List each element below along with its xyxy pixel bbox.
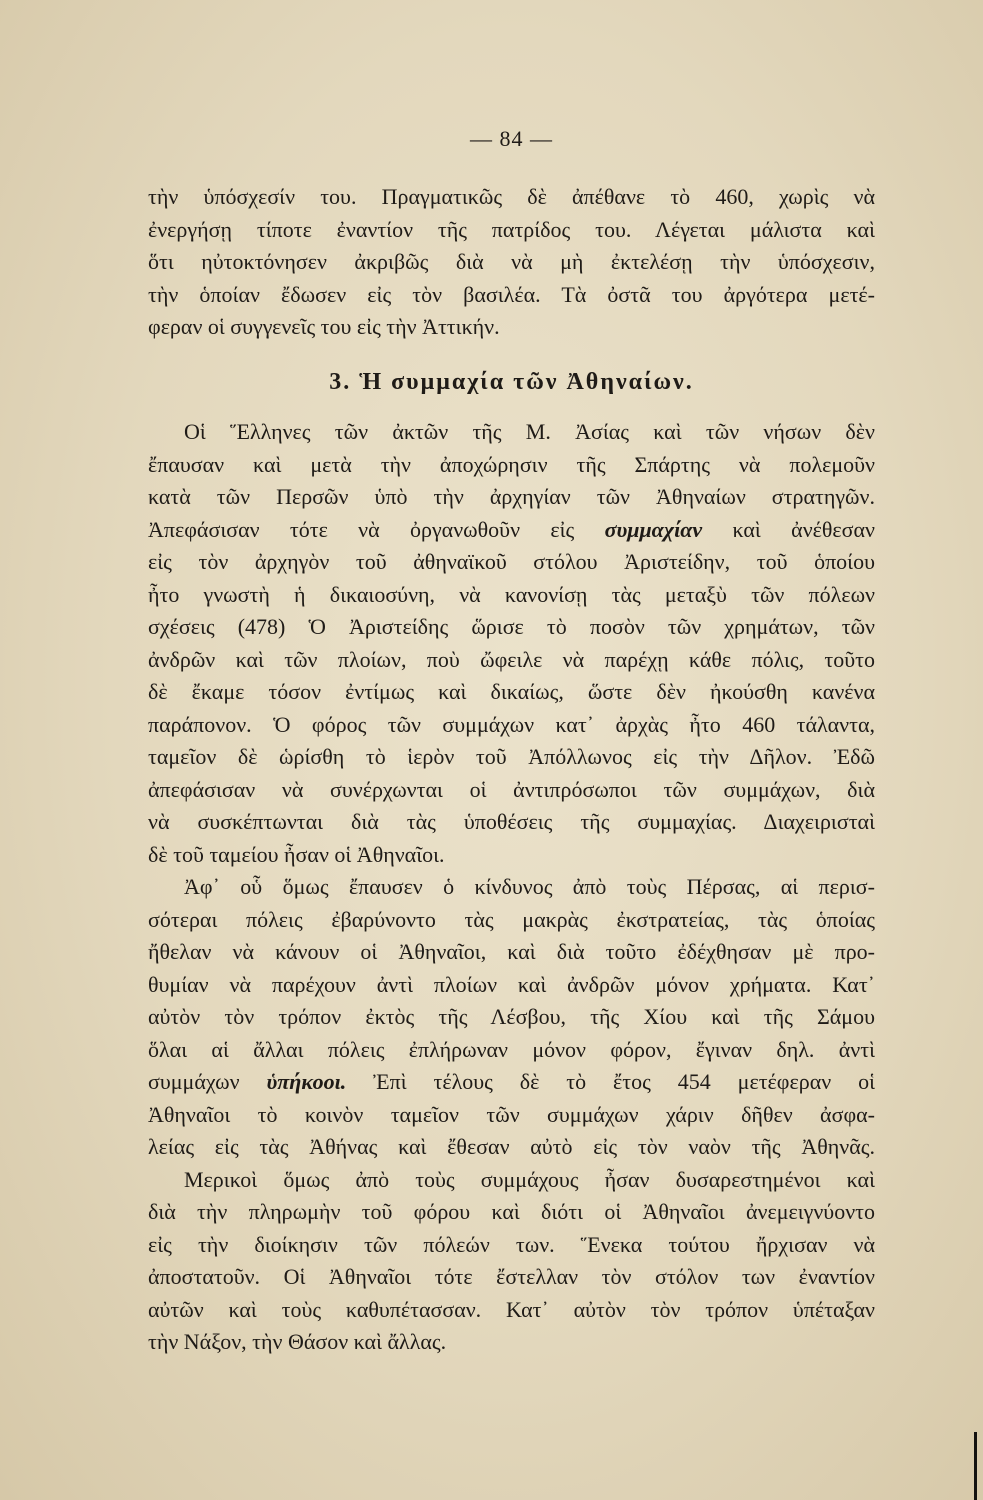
text-line: ἀποστατοῦν. Οἱ Ἀθηναῖοι τότε ἔστελλαν τὸν στόλον των ἐναντίον (148, 1264, 875, 1289)
section-heading: 3. Ἡ συμμαχία τῶν Ἀθηναίων. (329, 369, 694, 395)
section-body (148, 416, 875, 1359)
text-line: σχέσεις (478) Ὁ Ἀριστείδης ὥρισε τὸ ποσὸν τῶν χρημάτων, τῶν (148, 614, 875, 639)
scan-edge-mark (974, 1432, 977, 1500)
text-line: εἰς τὴν διοίκησιν τῶν πόλεών των. Ἕνεκα τούτου ἤρχισαν νὰ (148, 1231, 875, 1257)
text-line: Οἱ Ἕλληνες τῶν ἀκτῶν τῆς Μ. Ἀσίας καὶ τῶν νήσων δὲν (184, 419, 875, 444)
text-line: Ἀφ᾽ οὗ ὅμως ἔπαυσεν ὁ κίνδυνος ἀπὸ τοὺς Πέρσας, αἱ περισ- (184, 874, 875, 899)
text-line: ἀπεφάσισαν νὰ συνέρχωνται οἱ ἀντιπρόσωποι τῶν συμμάχων, διὰ (148, 776, 875, 802)
text-line: τὴν Νάξον, τὴν Θάσον καὶ ἄλλας. (148, 1329, 447, 1354)
text-line: λείας εἰς τὰς Ἀθήνας καὶ ἔθεσαν αὐτὸ εἰς τὸν ναὸν τῆς Ἀθηνᾶς. (148, 1134, 875, 1159)
text-line: ἔπαυσαν καὶ μετὰ τὴν ἀποχώρησιν τῆς Σπάρτης νὰ πολεμοῦν (148, 451, 875, 477)
paragraph (148, 1164, 875, 1359)
text-line: τὴν ὁποίαν ἔδωσεν εἰς τὸν βασιλέα. Τὰ ὀστᾶ του ἀργότερα μετέ- (148, 281, 875, 307)
text-run: καὶ ἀνέθεσαν (702, 516, 875, 542)
paragraph (148, 416, 875, 871)
text-line: αὐτὸν τὸν τρόπον ἐκτὸς τῆς Λέσβου, τῆς Χίου καὶ τῆς Σάμου (148, 1004, 875, 1029)
emphasized-term: συμμαχίαν (604, 516, 703, 542)
text-line: ἀνδρῶν καὶ τῶν πλοίων, ποὺ ὤφειλε νὰ παρέχῃ κάθε πόλις, τοῦτο (148, 646, 875, 672)
text-line: ἦτο γνωστὴ ἡ δικαιοσύνη, νὰ κανονίσῃ τὰς μεταξὺ τῶν πόλεων (148, 581, 875, 607)
text-line (148, 514, 875, 547)
text-line: ταμεῖον δὲ ὡρίσθη τὸ ἱερὸν τοῦ Ἀπόλλωνος εἰς τὴν Δῆλον. Ἐδῶ (148, 744, 875, 769)
text-line: ὅτι ηὐτοκτόνησεν ἀκριβῶς διὰ νὰ μὴ ἐκτελέσῃ τὴν ὑπόσχεσιν, (148, 249, 875, 274)
text-line: ἐνεργήσῃ τίποτε ἐναντίον τῆς πατρίδος του. Λέγεται μάλιστα καὶ (148, 216, 875, 242)
text-line: φεραν οἱ συγγενεῖς του εἰς τὴν Ἀττικήν. (148, 314, 500, 339)
text-line: ἤθελαν νὰ κάνουν οἱ Ἀθηναῖοι, καὶ διὰ τοῦτο ἐδέχθησαν μὲ προ- (148, 939, 875, 964)
text-line (148, 1066, 875, 1099)
text-line: αὐτῶν καὶ τοὺς καθυπέτασσαν. Κατ᾽ αὐτὸν τὸν τρόπον ὑπέταξαν (148, 1296, 875, 1322)
paragraph-continuation (148, 181, 875, 344)
text-line: δὲ τοῦ ταμείου ἦσαν οἱ Ἀθηναῖοι. (148, 841, 445, 867)
page-number: — 84 — (470, 126, 553, 151)
text-line: κατὰ τῶν Περσῶν ὑπὸ τὴν ἀρχηγίαν τῶν Ἀθηναίων στρατηγῶν. (148, 484, 875, 509)
text-run: Ἀπεφάσισαν τότε νὰ ὀργανωθοῦν εἰς (148, 516, 605, 542)
text-line: σότεραι πόλεις ἐβαρύνοντο τὰς μακρὰς ἐκστρατείας, τὰς ὁποίας (148, 906, 875, 932)
text-line: ὅλαι αἱ ἄλλαι πόλεις ἐπλήρωναν μόνον φόρον, ἔγιναν δηλ. ἀντὶ (148, 1036, 875, 1062)
text-line: θυμίαν νὰ παρέχουν ἀντὶ πλοίων καὶ ἀνδρῶν μόνον χρήματα. Κατ᾽ (148, 971, 875, 997)
text-line: Ἀθηναῖοι τὸ κοινὸν ταμεῖον τῶν συμμάχων χάριν δῆθεν ἀσφα- (148, 1101, 875, 1127)
text-run: συμμάχων (148, 1069, 267, 1094)
emphasized-term: ὑπήκοοι. (266, 1069, 347, 1094)
text-line: τὴν ὑπόσχεσίν του. Πραγματικῶς δὲ ἀπέθανε τὸ 460, χωρὶς νὰ (148, 184, 875, 209)
text-line: Μερικοὶ ὅμως ἀπὸ τοὺς συμμάχους ἦσαν δυσαρεστημένοι καὶ (184, 1166, 875, 1192)
paragraph (148, 871, 875, 1164)
text-line: εἰς τὸν ἀρχηγὸν τοῦ ἀθηναϊκοῦ στόλου Ἀριστείδην, τοῦ ὁποίου (148, 549, 875, 574)
text-line: διὰ τὴν πληρωμὴν τοῦ φόρου καὶ διότι οἱ Ἀθηναῖοι ἀνεμειγνύοντο (148, 1199, 875, 1224)
text-line: παράπονον. Ὁ φόρος τῶν συμμάχων κατ᾽ ἀρχὰς ἦτο 460 τάλαντα, (148, 711, 875, 737)
text-run: Ἐπὶ τέλους δὲ τὸ ἔτος 454 μετέφεραν οἱ (346, 1069, 875, 1094)
text-line: δὲ ἔκαμε τόσον ἐντίμως καὶ δικαίως, ὥστε δὲν ἠκούσθη κανένα (148, 679, 875, 704)
text-line: νὰ συσκέπτωνται διὰ τὰς ὑποθέσεις τῆς συμμαχίας. Διαχειρισταὶ (148, 809, 875, 834)
